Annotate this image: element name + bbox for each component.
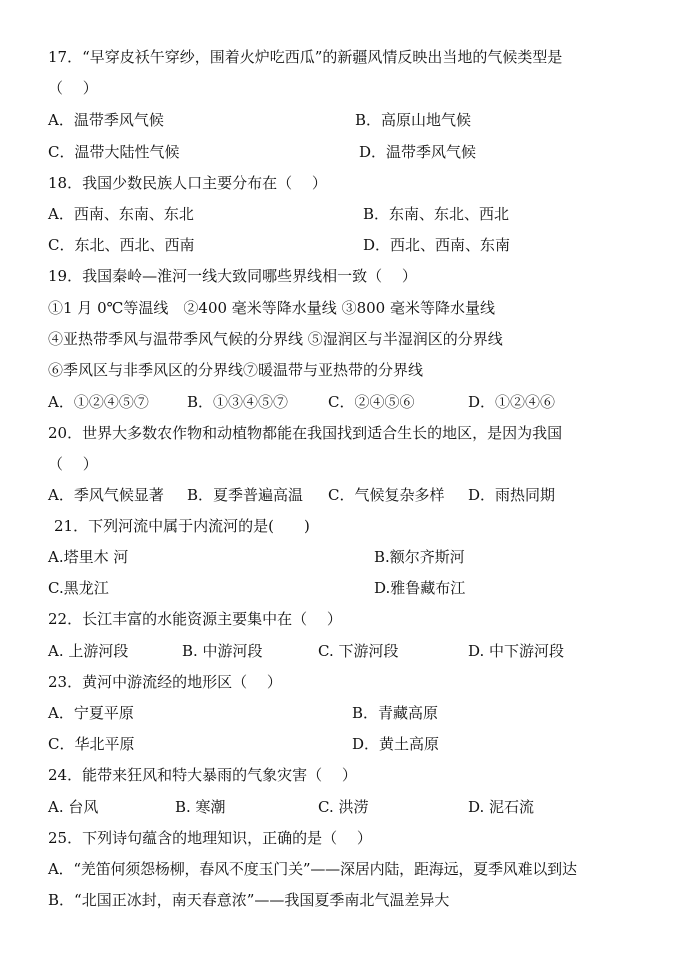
question-19-items-line-2: ④亚热带季风与温带季风气候的分界线 ⑤湿润区与半湿润区的分界线 — [48, 330, 503, 348]
question-22-option-c: C. 下游河段 — [318, 642, 399, 660]
question-19-items-line-3: ⑥季风区与非季风区的分界线⑦暖温带与亚热带的分界线 — [48, 361, 424, 379]
question-20-option-b: B．夏季普遍高温 — [187, 486, 304, 504]
question-23-option-a: A．宁夏平原 — [48, 704, 134, 722]
question-20-option-a: A．季风气候显著 — [48, 486, 164, 504]
question-21-option-a: A.塔里木 河 — [48, 548, 129, 566]
question-20-stem: 20．世界大多数农作物和动植物都能在我国找到适合生长的地区，是因为我国 — [48, 424, 563, 442]
question-21-stem: 21．下列河流中属于内流河的是( ) — [54, 517, 310, 535]
question-19-items-line-1: ①1 月 0℃等温线 ②400 毫米等降水量线 ③800 毫米等降水量线 — [48, 299, 495, 317]
question-24-option-c: C. 洪涝 — [318, 798, 369, 816]
question-17-option-d: D．温带季风气候 — [359, 143, 477, 161]
question-20-paren: （ ） — [48, 455, 98, 473]
question-22-option-d: D. 中下游河段 — [468, 642, 565, 660]
question-25-stem: 25．下列诗句蕴含的地理知识，正确的是（ ） — [48, 829, 372, 847]
question-24-option-d: D. 泥石流 — [468, 798, 535, 816]
question-24-stem: 24．能带来狂风和特大暴雨的气象灾害（ ） — [48, 766, 357, 784]
question-22-option-b: B. 中游河段 — [182, 642, 263, 660]
question-18-stem: 18．我国少数民族人口主要分布在（ ） — [48, 174, 327, 192]
question-23-option-c: C．华北平原 — [48, 735, 135, 753]
question-18-option-d: D．西北、西南、东南 — [363, 236, 511, 254]
question-19-stem: 19．我国秦岭—淮河一线大致同哪些界线相一致（ ） — [48, 267, 417, 285]
question-22-stem: 22．长江丰富的水能资源主要集中在（ ） — [48, 610, 342, 628]
question-20-option-c: C．气候复杂多样 — [328, 486, 445, 504]
question-24-option-a: A. 台风 — [48, 798, 99, 816]
question-17-option-c: C．温带大陆性气候 — [48, 143, 180, 161]
question-18-option-c: C．东北、西北、西南 — [48, 236, 195, 254]
question-19-option-b: B．①③④⑤⑦ — [187, 393, 289, 411]
question-17-stem: 17．“早穿皮袄午穿纱，围着火炉吃西瓜”的新疆风情反映出当地的气候类型是 — [48, 48, 563, 66]
question-23-option-d: D．黄土高原 — [352, 735, 440, 753]
question-19-option-d: D．①②④⑥ — [468, 393, 556, 411]
question-23-stem: 23．黄河中游流经的地形区（ ） — [48, 673, 282, 691]
question-17-paren: （ ） — [48, 79, 98, 97]
question-20-option-d: D．雨热同期 — [468, 486, 556, 504]
question-21-option-b: B.额尔齐斯河 — [374, 548, 465, 566]
question-17-option-b: B．高原山地气候 — [355, 111, 472, 129]
question-21-option-d: D.雅鲁藏布江 — [374, 579, 466, 597]
question-22-option-a: A. 上游河段 — [48, 642, 129, 660]
question-19-option-c: C．②④⑤⑥ — [328, 393, 415, 411]
question-17-option-a: A．温带季风气候 — [48, 111, 164, 129]
question-19-option-a: A．①②④⑤⑦ — [48, 393, 149, 411]
question-24-option-b: B. 寒潮 — [175, 798, 226, 816]
question-18-option-b: B．东南、东北、西北 — [363, 205, 510, 223]
question-25-option-a: A．“羌笛何须怨杨柳，春风不度玉门关”——深居内陆，距海远，夏季风难以到达 — [48, 860, 577, 878]
question-23-option-b: B．青藏高原 — [352, 704, 439, 722]
question-21-option-c: C.黑龙江 — [48, 579, 109, 597]
question-25-option-b: B．“北国正冰封，南天春意浓”——我国夏季南北气温差异大 — [48, 891, 450, 909]
question-18-option-a: A．西南、东南、东北 — [48, 205, 194, 223]
